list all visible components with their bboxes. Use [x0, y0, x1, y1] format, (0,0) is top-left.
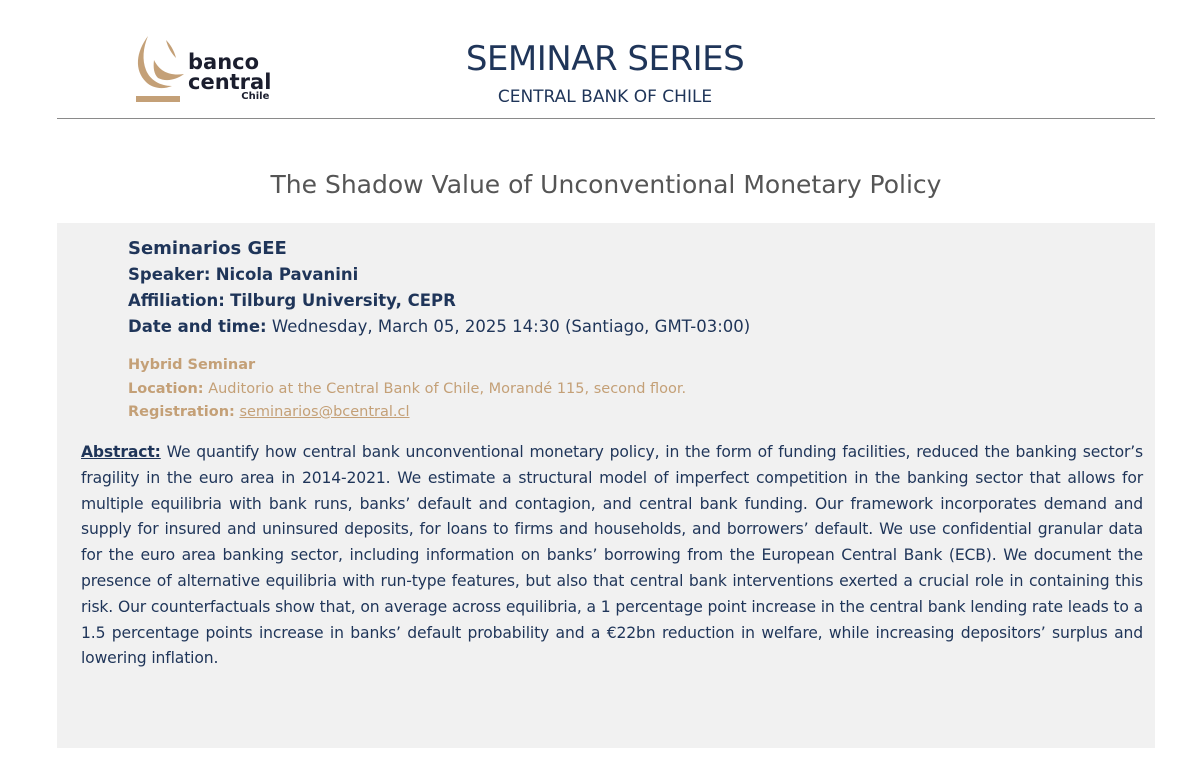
header-divider	[57, 118, 1155, 119]
page-header	[0, 0, 1200, 120]
talk-title: The Shadow Value of Unconventional Monetary Policy	[270, 169, 942, 199]
affiliation-line	[128, 288, 750, 314]
speaker-label: Speaker:	[128, 265, 211, 284]
series-title: SEMINAR SERIES	[465, 39, 745, 79]
seminar-format	[128, 354, 686, 378]
seminar-logistics	[128, 354, 686, 425]
registration-label: Registration:	[128, 404, 235, 420]
location-value: Auditorio at the Central Bank of Chile, Morandé 115, second floor.	[208, 380, 687, 397]
location-label: Location:	[128, 380, 204, 397]
datetime-line	[128, 314, 750, 340]
seminar-details	[128, 236, 750, 340]
abstract-paragraph	[81, 440, 1143, 672]
affiliation-value: Tilburg University, CEPR	[230, 291, 456, 310]
banco-central-logo	[130, 30, 280, 110]
speaker-line	[128, 262, 750, 288]
logo-line-chile: Chile	[241, 91, 270, 102]
abstract-text: We quantify how central bank unconventional monetary policy, in the form of funding facilities, reduced the banking sector’s fragility in the euro area in 2014-2021. We estimate a structural model of imperfect competition in the banking sector that allows for multiple equilibria with bank runs, banks’ default and contagion, and central bank funding. Our framework incorporates demand and supply for insured and uninsured deposits, for loans to firms and households, and borrowers’ default. We use confidential granular data for the euro area banking sector, including information on banks’ borrowing from the European Central Bank (ECB). We document the presence of alternative equilibria with run-type features, but also that central bank interventions exerted a crucial role in containing this risk. Our counterfactuals show that, on average across equilibria, a 1 percentage point increase in the central bank lending rate leads to a 1.5 percentage points increase in banks’ default probability and a €22bn reduction in welfare, while increasing depositors’ surplus and lowering inflation.	[81, 443, 1144, 668]
logo-line-banco: banco	[188, 50, 260, 74]
seminar-info-panel	[57, 223, 1155, 748]
series-subtitle: CENTRAL BANK OF CHILE	[497, 87, 713, 107]
datetime-label: Date and time:	[128, 317, 267, 336]
seminar-series-name: Seminarios GEE	[128, 238, 287, 259]
abstract-label: Abstract:	[81, 443, 161, 461]
speaker-name: Nicola Pavanini	[215, 265, 359, 284]
logo-line-central: central	[188, 70, 272, 94]
location-line	[128, 378, 686, 402]
registration-email-link[interactable]: seminarios@bcentral.cl	[239, 404, 410, 420]
registration-line	[128, 401, 686, 425]
logo-swoosh-icon	[130, 30, 190, 110]
logo-wordmark	[188, 52, 271, 102]
datetime-value: Wednesday, March 05, 2025 14:30 (Santiago, GMT-03:00)	[271, 317, 751, 336]
affiliation-label: Affiliation:	[128, 291, 225, 310]
seminar-format-label: Hybrid Seminar	[128, 357, 256, 373]
